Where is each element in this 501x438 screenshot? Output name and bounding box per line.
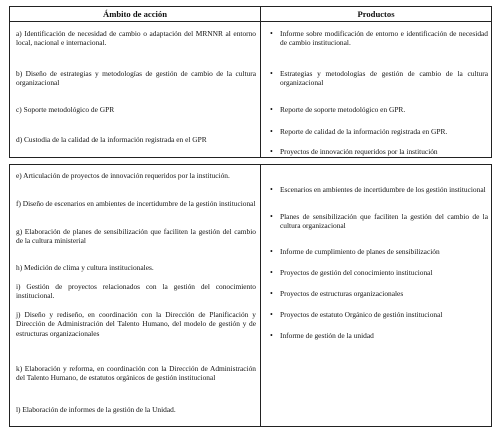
producto-item-1: • Informe sobre modificación de entorno e identificación de necesidad de cambio institucional. bbox=[268, 29, 488, 48]
ambito-item-k: k) Elaboración y reforma, en coordinación con la Dirección de Administración del Talento Humano, de estatutos orgánicos de gestión institucional bbox=[16, 364, 256, 383]
producto-item-6: • Escenarios en ambientes de incertidumbre de los gestión institucional bbox=[268, 185, 488, 194]
ambito-item-e: e) Articulación de proyectos de innovación requeridos por la institución. bbox=[16, 171, 230, 180]
header-divider bbox=[10, 21, 491, 22]
producto-item-12: • Informe de gestión de la unidad bbox=[268, 331, 488, 340]
ambito-item-l: l) Elaboración de informes de la gestión de la Unidad. bbox=[16, 405, 176, 414]
producto-item-3: • Reporte de soporte metodológico en GPR. bbox=[268, 105, 488, 114]
ambito-item-c: c) Soporte metodológico de GPR bbox=[16, 105, 115, 114]
ambito-item-f: f) Diseño de escenarios en ambientes de incertidumbre de la gestión institucional bbox=[16, 199, 256, 208]
ambito-item-i: i) Gestión de proyectos relacionados con la gestión del conocimiento institucional. bbox=[16, 282, 256, 301]
producto-item-11: • Proyectos de estatuto Orgánico de gestión institucional bbox=[268, 310, 488, 319]
producto-item-2: • Estrategias y metodologías de gestión de cambio de la cultura organizacional bbox=[268, 69, 488, 88]
table-lower bbox=[9, 164, 492, 427]
column-divider bbox=[260, 7, 261, 157]
ambito-item-g: g) Elaboración de planes de sensibilización que faciliten la gestión del cambio de la cultura ministerial bbox=[16, 227, 256, 246]
producto-item-7: • Planes de sensibilización que faciliten la gestión del cambio de la cultura organizacional bbox=[268, 212, 488, 231]
header-productos: Productos bbox=[357, 9, 395, 19]
ambito-item-d: d) Custodia de la calidad de la información registrada en el GPR bbox=[16, 135, 207, 144]
producto-item-10: • Proyectos de estructuras organizacionales bbox=[268, 289, 488, 298]
ambito-item-h: h) Medición de clima y cultura institucionales. bbox=[16, 263, 154, 272]
column-divider bbox=[260, 165, 261, 426]
ambito-item-b: b) Diseño de estrategias y metodologías de gestión de cambio de la cultura organizacional bbox=[16, 69, 256, 88]
header-ambito: Ámbito de acción bbox=[103, 9, 167, 19]
producto-item-8: • Informe de cumplimiento de planes de sensibilización bbox=[268, 247, 488, 256]
producto-item-4: • Reporte de calidad de la información registrada en GPR. bbox=[268, 127, 488, 136]
producto-item-9: • Proyectos de gestión del conocimiento institucional bbox=[268, 268, 488, 277]
producto-item-5: • Proyectos de innovación requeridos por la institución bbox=[268, 147, 488, 156]
table-upper bbox=[9, 6, 492, 158]
ambito-item-j: j) Diseño y rediseño, en coordinación con la Dirección de Planificación y Dirección de Administración del Talento Humano, del modelo de gestión y de estructuras organizacionales bbox=[16, 310, 256, 338]
ambito-item-a: a) Identificación de necesidad de cambio o adaptación del MRNNR al entorno local, nacional e internacional. bbox=[16, 29, 256, 48]
